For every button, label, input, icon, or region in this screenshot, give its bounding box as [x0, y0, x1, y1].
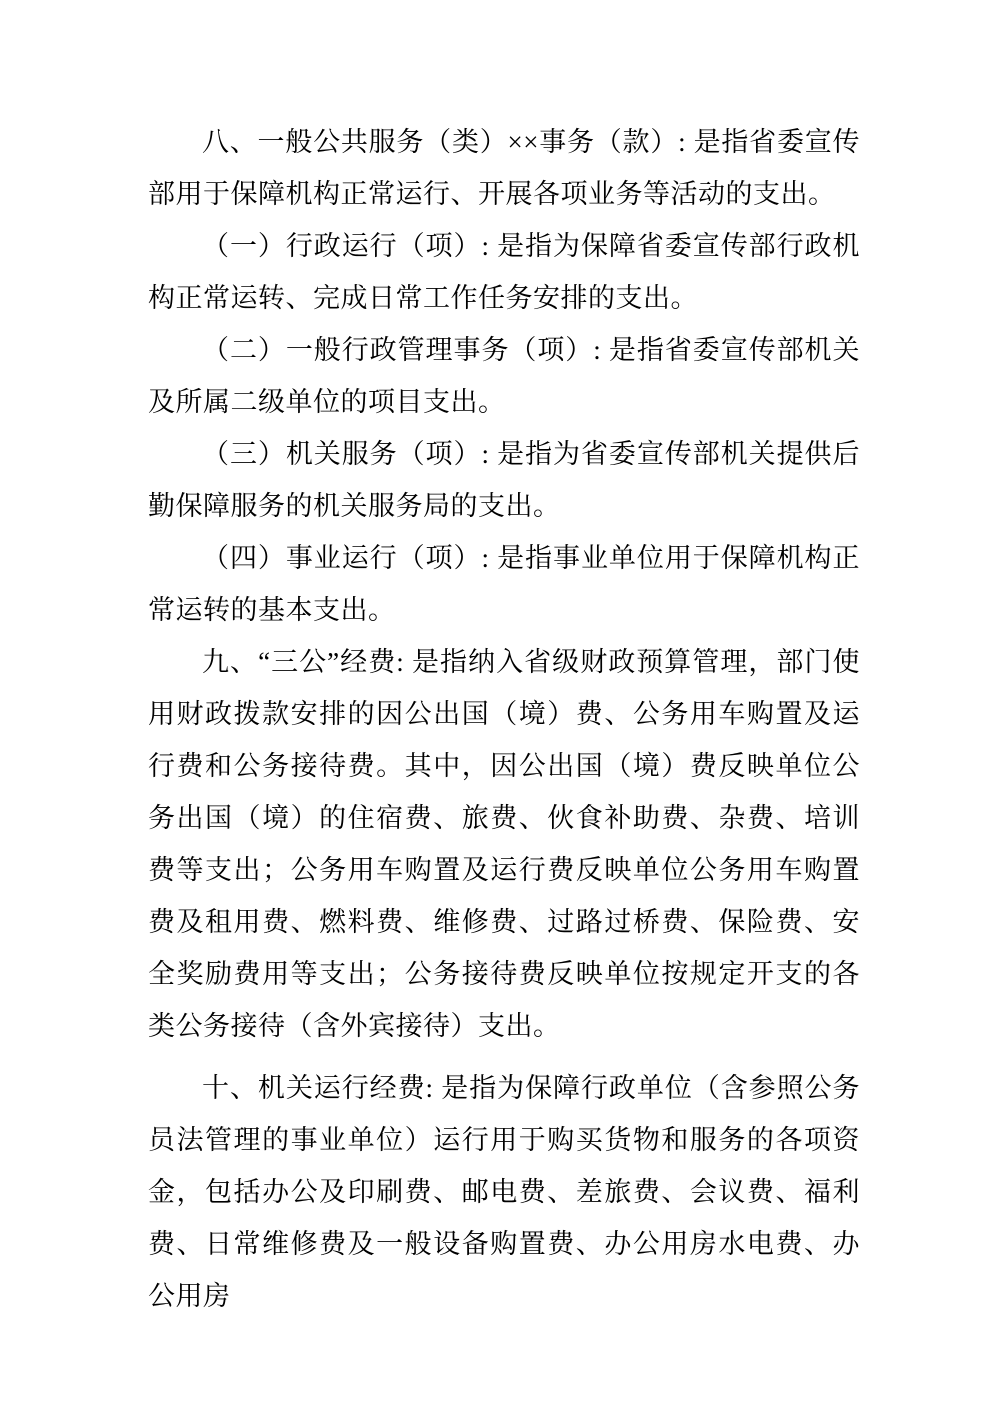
paragraph-institution-operation: （四）事业运行（项）: 是指事业单位用于保障机构正常运转的基本支出。 [148, 543, 860, 625]
paragraph-agency-operating-funds: 十、机关运行经费: 是指为保障行政单位（含参照公务员法管理的事业单位）运行用于购买货物和服务的各项资金，包括办公及印刷费、邮电费、差旅费、会议费、福利费、日常维修费及一般设备购置费、办公用房水电费、办公用房 [148, 1073, 860, 1311]
paragraph-general-admin-affairs: （二）一般行政管理事务（项）: 是指省委宣传部机关及所属二级单位的项目支出。 [148, 335, 860, 417]
paragraph-administrative-operation: （一）行政运行（项）: 是指为保障省委宣传部行政机构正常运转、完成日常工作任务安排的支出。 [148, 231, 860, 313]
paragraph-three-public-funds: 九、“三公”经费: 是指纳入省级财政预算管理，部门使用财政拨款安排的因公出国（境）费、公务用车购置及运行费和公务接待费。其中，因公出国（境）费反映单位公务出国（境）的住宿费、旅费、伙食补助费、杂费、培训费等支出；公务用车购置及运行费反映单位公务用车购置费及租用费、燃料费、维修费、过路过桥费、保险费、安全奖励费用等支出；公务接待费反映单位按规定开支的各类公务接待（含外宾接待）支出。 [148, 647, 860, 1041]
paragraph-general-public-service: 八、一般公共服务（类）××事务（款）: 是指省委宣传部用于保障机构正常运行、开展各项业务等活动的支出。 [148, 127, 860, 209]
paragraph-agency-service: （三）机关服务（项）: 是指为省委宣传部机关提供后勤保障服务的机关服务局的支出。 [148, 439, 860, 521]
